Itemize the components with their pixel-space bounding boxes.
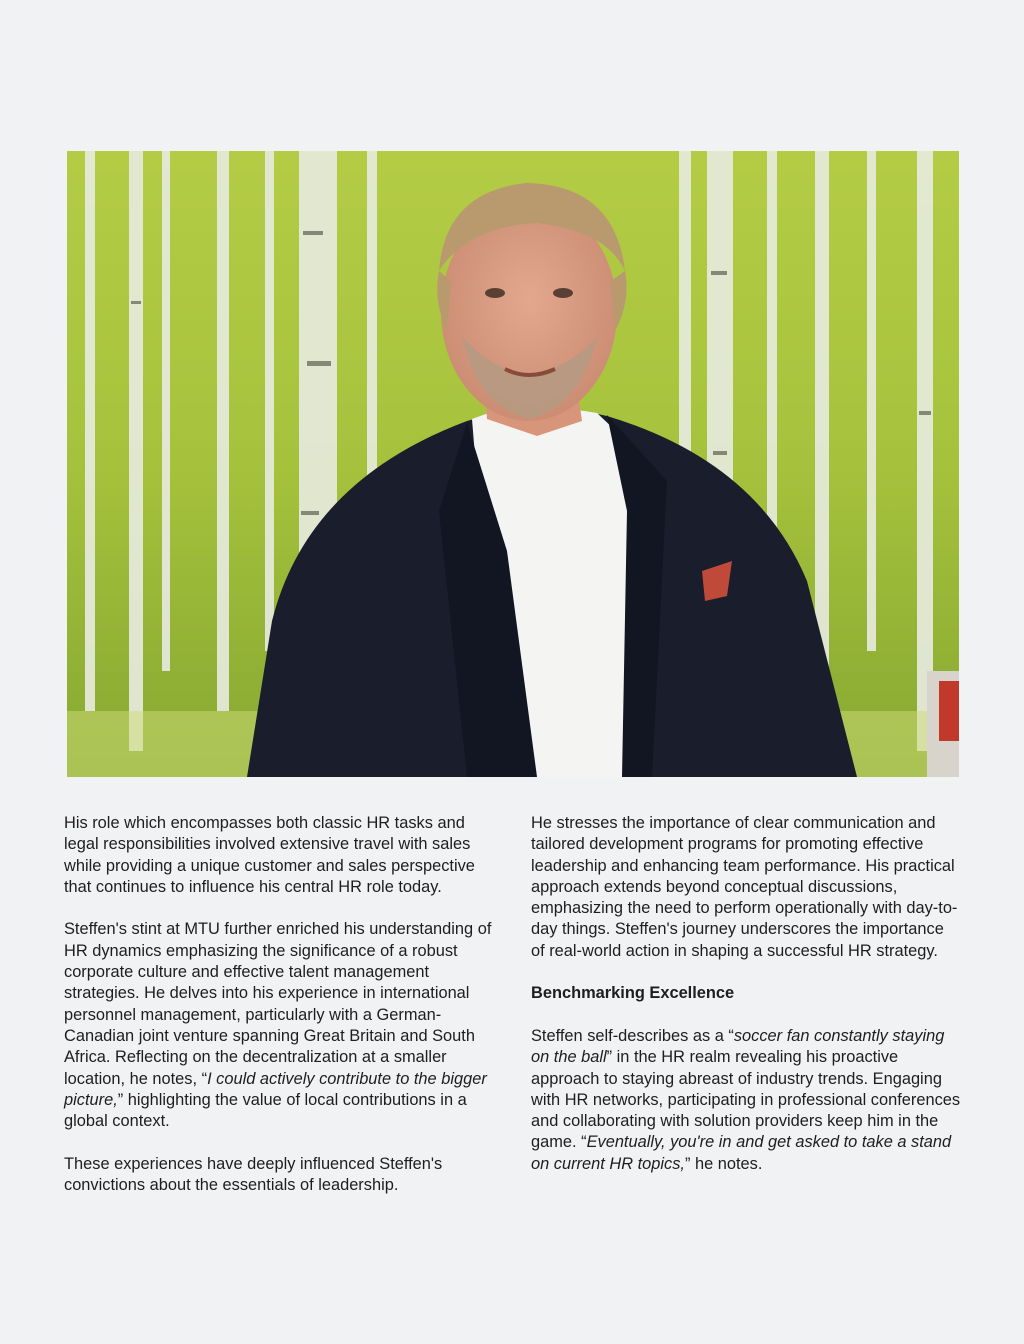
portrait-illustration <box>67 151 959 777</box>
left-paragraph-1: His role which encompasses both classic HR tasks and legal responsibilities involved extensive travel with sales while providing a unique customer and sales perspective that continues to influence his central HR role today. <box>64 814 475 896</box>
left-p2-text-after: ” highlighting the value of local contributions in a global context. <box>64 1090 467 1131</box>
left-paragraph-2 <box>64 919 492 1132</box>
right-text-column <box>531 813 961 1196</box>
section-heading: Benchmarking Excellence <box>531 984 735 1003</box>
right-p2-text-after: ” he notes. <box>684 1154 763 1173</box>
right-p2-quote-2: Eventually, you're in and get asked to take a stand on current HR topics, <box>531 1133 952 1173</box>
right-paragraph-1: He stresses the importance of clear communication and tailored development programs for promoting effective leadership and enhancing team performance. His practical approach extends beyond conceptual discussions, emphasizing the need to perform operationally with day-to-day things. Steffen's journey underscores the importance of real-world action in shaping a successful HR strategy. <box>531 814 958 960</box>
right-paragraph-2 <box>531 1026 961 1175</box>
left-p2-quote: I could actively contribute to the bigger picture, <box>64 1069 487 1109</box>
left-p2-text-before: Steffen's stint at MTU further enriched his understanding of HR dynamics emphasizing the significance of a robust corporate culture and effective talent management strategies. He delves into his experience in international personnel management, particularly with a German-Canadian joint venture spanning Great Britain and South Africa. Reflecting on the decentralization at a smaller location, he notes, “ <box>64 920 492 1088</box>
left-text-column <box>64 813 492 1218</box>
portrait-photo <box>67 151 959 777</box>
left-paragraph-3: These experiences have deeply influenced Steffen's convictions about the essentials of leadership. <box>64 1154 443 1195</box>
right-p2-text-before: Steffen self-describes as a “ <box>531 1026 734 1045</box>
right-p2-text-mid: ” in the HR realm revealing his proactive approach to staying abreast of industry trends. Engaging with HR networks, participating in professional conferences and collaborating with solution providers keep him in the game. “ <box>531 1048 961 1152</box>
right-p2-quote-1: soccer fan constantly staying on the ball <box>531 1026 945 1067</box>
